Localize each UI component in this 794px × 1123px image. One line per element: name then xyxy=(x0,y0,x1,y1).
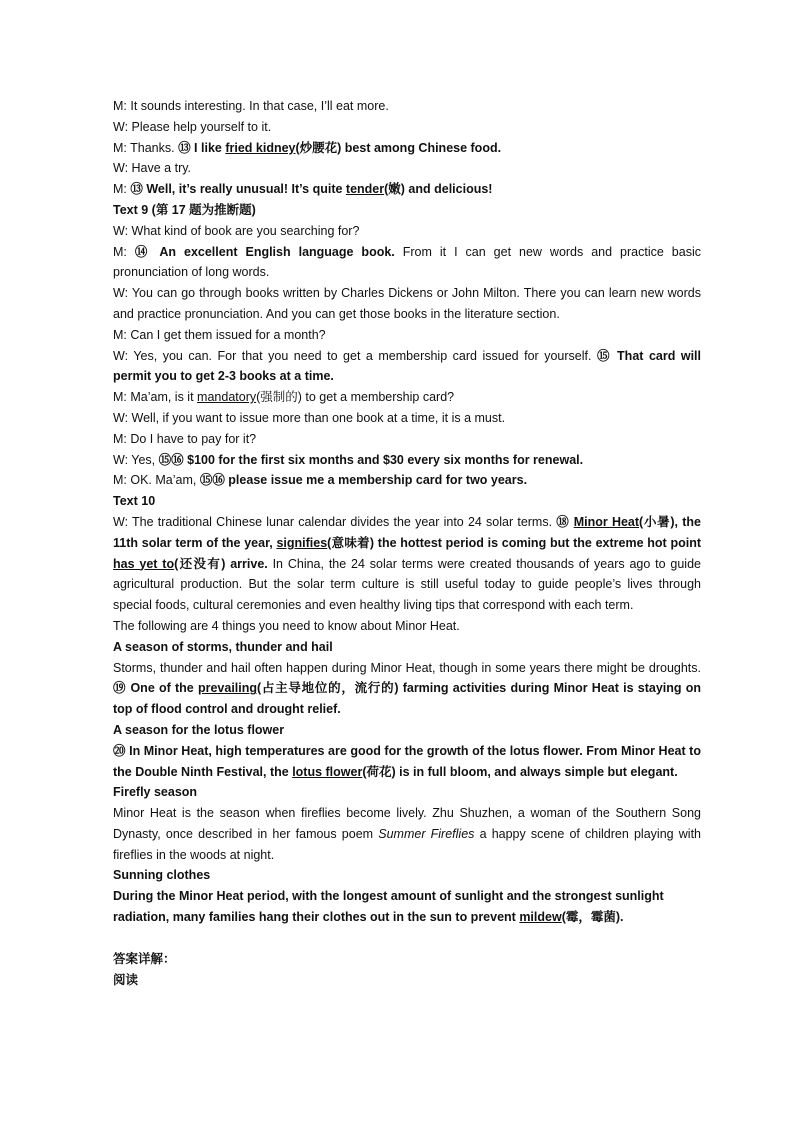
key-sentence: ⑳ In Minor Heat, high temperatures are good for the growth of the lotus flower. From Minor Heat to the Double Ninth Festival, the xyxy=(113,743,701,779)
passage-paragraph: The following are 4 things you need to know about Minor Heat. xyxy=(113,618,460,633)
dialogue-line: W: Well, if you want to issue more than one book at a time, it is a must. xyxy=(113,410,506,425)
poem-title: Summer Fireflies xyxy=(378,826,475,841)
vocab-term: mildew xyxy=(519,910,562,925)
dialogue-line xyxy=(113,470,701,491)
section-heading-text10: Text 10 xyxy=(113,494,156,509)
dialogue-text: From it I can get new words and practice basic pronunciation of long words. xyxy=(113,244,701,280)
vocab-term: Minor Heat xyxy=(573,514,640,529)
passage-text: W: The traditional Chinese lunar calendar divides the year into 24 solar terms. xyxy=(113,514,557,529)
dialogue-line: W: What kind of book are you searching for? xyxy=(113,223,360,238)
vocab-term: signifies xyxy=(276,535,328,550)
key-sentence: ⑬ I like xyxy=(178,140,226,155)
speaker-text: W: Yes, xyxy=(113,452,159,467)
key-sentence: (霉，霉菌). xyxy=(561,910,624,925)
key-sentence: best among Chinese food. xyxy=(341,140,502,155)
passage-text: Storms, thunder and hail often happen during Minor Heat, though in some years there might be droughts. xyxy=(113,660,701,675)
key-sentence: ⑮⑯ $100 for the first six months and $30 every six months for renewal. xyxy=(158,452,584,467)
key-sentence: (意味着) the hottest period is coming but the extreme hot point xyxy=(327,535,701,550)
passage-paragraph xyxy=(113,886,701,928)
dialogue-text: M: Ma’am, is it xyxy=(113,390,198,405)
vocab-term: lotus flower xyxy=(292,764,363,779)
key-sentence: ⑱ xyxy=(556,514,574,529)
dialogue-text: (强制的) to get a membership card? xyxy=(256,390,455,405)
dialogue-line: M: Can I get them issued for a month? xyxy=(113,327,326,342)
vocab-term: tender xyxy=(345,182,385,197)
subheading-sunning: Sunning clothes xyxy=(113,868,211,883)
passage-text: In China, the 24 solar terms were created thousands of years ago to guide agricultural production. But the solar term culture is still useful today to guide people’s lives through special foods, cultural ceremonies and even healthy living tips that correspond with each term. xyxy=(113,556,701,613)
speaker-text: M: Thanks. xyxy=(113,140,179,155)
key-sentence: ⑮⑯ please issue me a membership card for two years. xyxy=(199,473,528,488)
key-sentence: ⑬ Well, it’s really unusual! It’s quite xyxy=(130,182,346,197)
reading-heading: 阅读 xyxy=(113,972,139,987)
subheading-lotus: A season for the lotus flower xyxy=(113,722,285,737)
spacer xyxy=(113,928,701,949)
dialogue-line: M: Do I have to pay for it? xyxy=(113,431,257,446)
answers-heading: 答案详解： xyxy=(113,951,176,966)
dialogue-line xyxy=(113,179,701,200)
subheading-storms: A season of storms, thunder and hail xyxy=(113,639,333,654)
dialogue-line xyxy=(113,242,701,284)
key-sentence: (荷花) is in full bloom, and always simple but elegant. xyxy=(362,764,678,779)
key-sentence: ⑮ That card will permit you to get 2-3 books at a time. xyxy=(113,348,701,384)
section-heading-text9: Text 9 (第 17 题为推断题) xyxy=(113,202,256,217)
vocab-term: fried kidney xyxy=(225,140,296,155)
dialogue-line xyxy=(113,346,701,388)
dialogue-line: M: It sounds interesting. In that case, I’ll eat more. xyxy=(113,99,389,113)
speaker-text: M: xyxy=(113,244,135,259)
key-sentence: (小暑), the 11th solar term of the year, xyxy=(113,514,701,550)
subheading-firefly: Firefly season xyxy=(113,785,198,800)
passage-paragraph xyxy=(113,741,701,783)
vocab-term: has yet to xyxy=(113,556,175,571)
dialogue-line: W: You can go through books written by Charles Dickens or John Milton. There you can learn new words and practice pronunciation. And you can get those books in the literature section. xyxy=(113,286,701,321)
dialogue-text: W: Yes, you can. For that you need to get a membership card issued for yourself. xyxy=(113,348,597,363)
key-sentence: (嫩) and delicious! xyxy=(384,182,493,197)
dialogue-line: W: Have a try. xyxy=(113,161,192,176)
vocab-term: prevailing xyxy=(197,681,258,696)
dialogue-line xyxy=(113,450,701,471)
passage-text: a happy scene of children playing with fireflies in the woods at night. xyxy=(113,826,701,862)
key-sentence: (还没有) arrive. xyxy=(174,556,268,571)
passage-paragraph xyxy=(113,803,701,865)
key-sentence: ⑭ An excellent English language book. xyxy=(134,244,395,259)
dialogue-line xyxy=(113,387,701,408)
passage-paragraph xyxy=(113,658,701,720)
document-body xyxy=(113,96,701,990)
passage-text: Minor Heat is the season when fireflies become lively. Zhu Shuzhen, a woman of the Southern Song Dynasty, once described in her famous poem xyxy=(113,806,701,841)
speaker-text: M: xyxy=(113,182,131,197)
vocab-term: mandatory xyxy=(197,390,257,405)
passage-paragraph xyxy=(113,512,701,616)
dialogue-line: W: Please help yourself to it. xyxy=(113,119,272,134)
speaker-text: M: OK. Ma’am, xyxy=(113,473,200,488)
dialogue-line xyxy=(113,138,701,159)
vocab-gloss: (炒腰花) xyxy=(295,140,342,155)
key-sentence: (占主导地位的，流行的) farming activities during Minor Heat is staying on top of flood control and drought relief. xyxy=(113,681,701,717)
key-sentence: ⑲ One of the xyxy=(113,681,198,696)
key-sentence: During the Minor Heat period, with the longest amount of sunlight and the strongest sunlight radiation, many families hang their clothes out in the sun to prevent xyxy=(113,889,664,925)
